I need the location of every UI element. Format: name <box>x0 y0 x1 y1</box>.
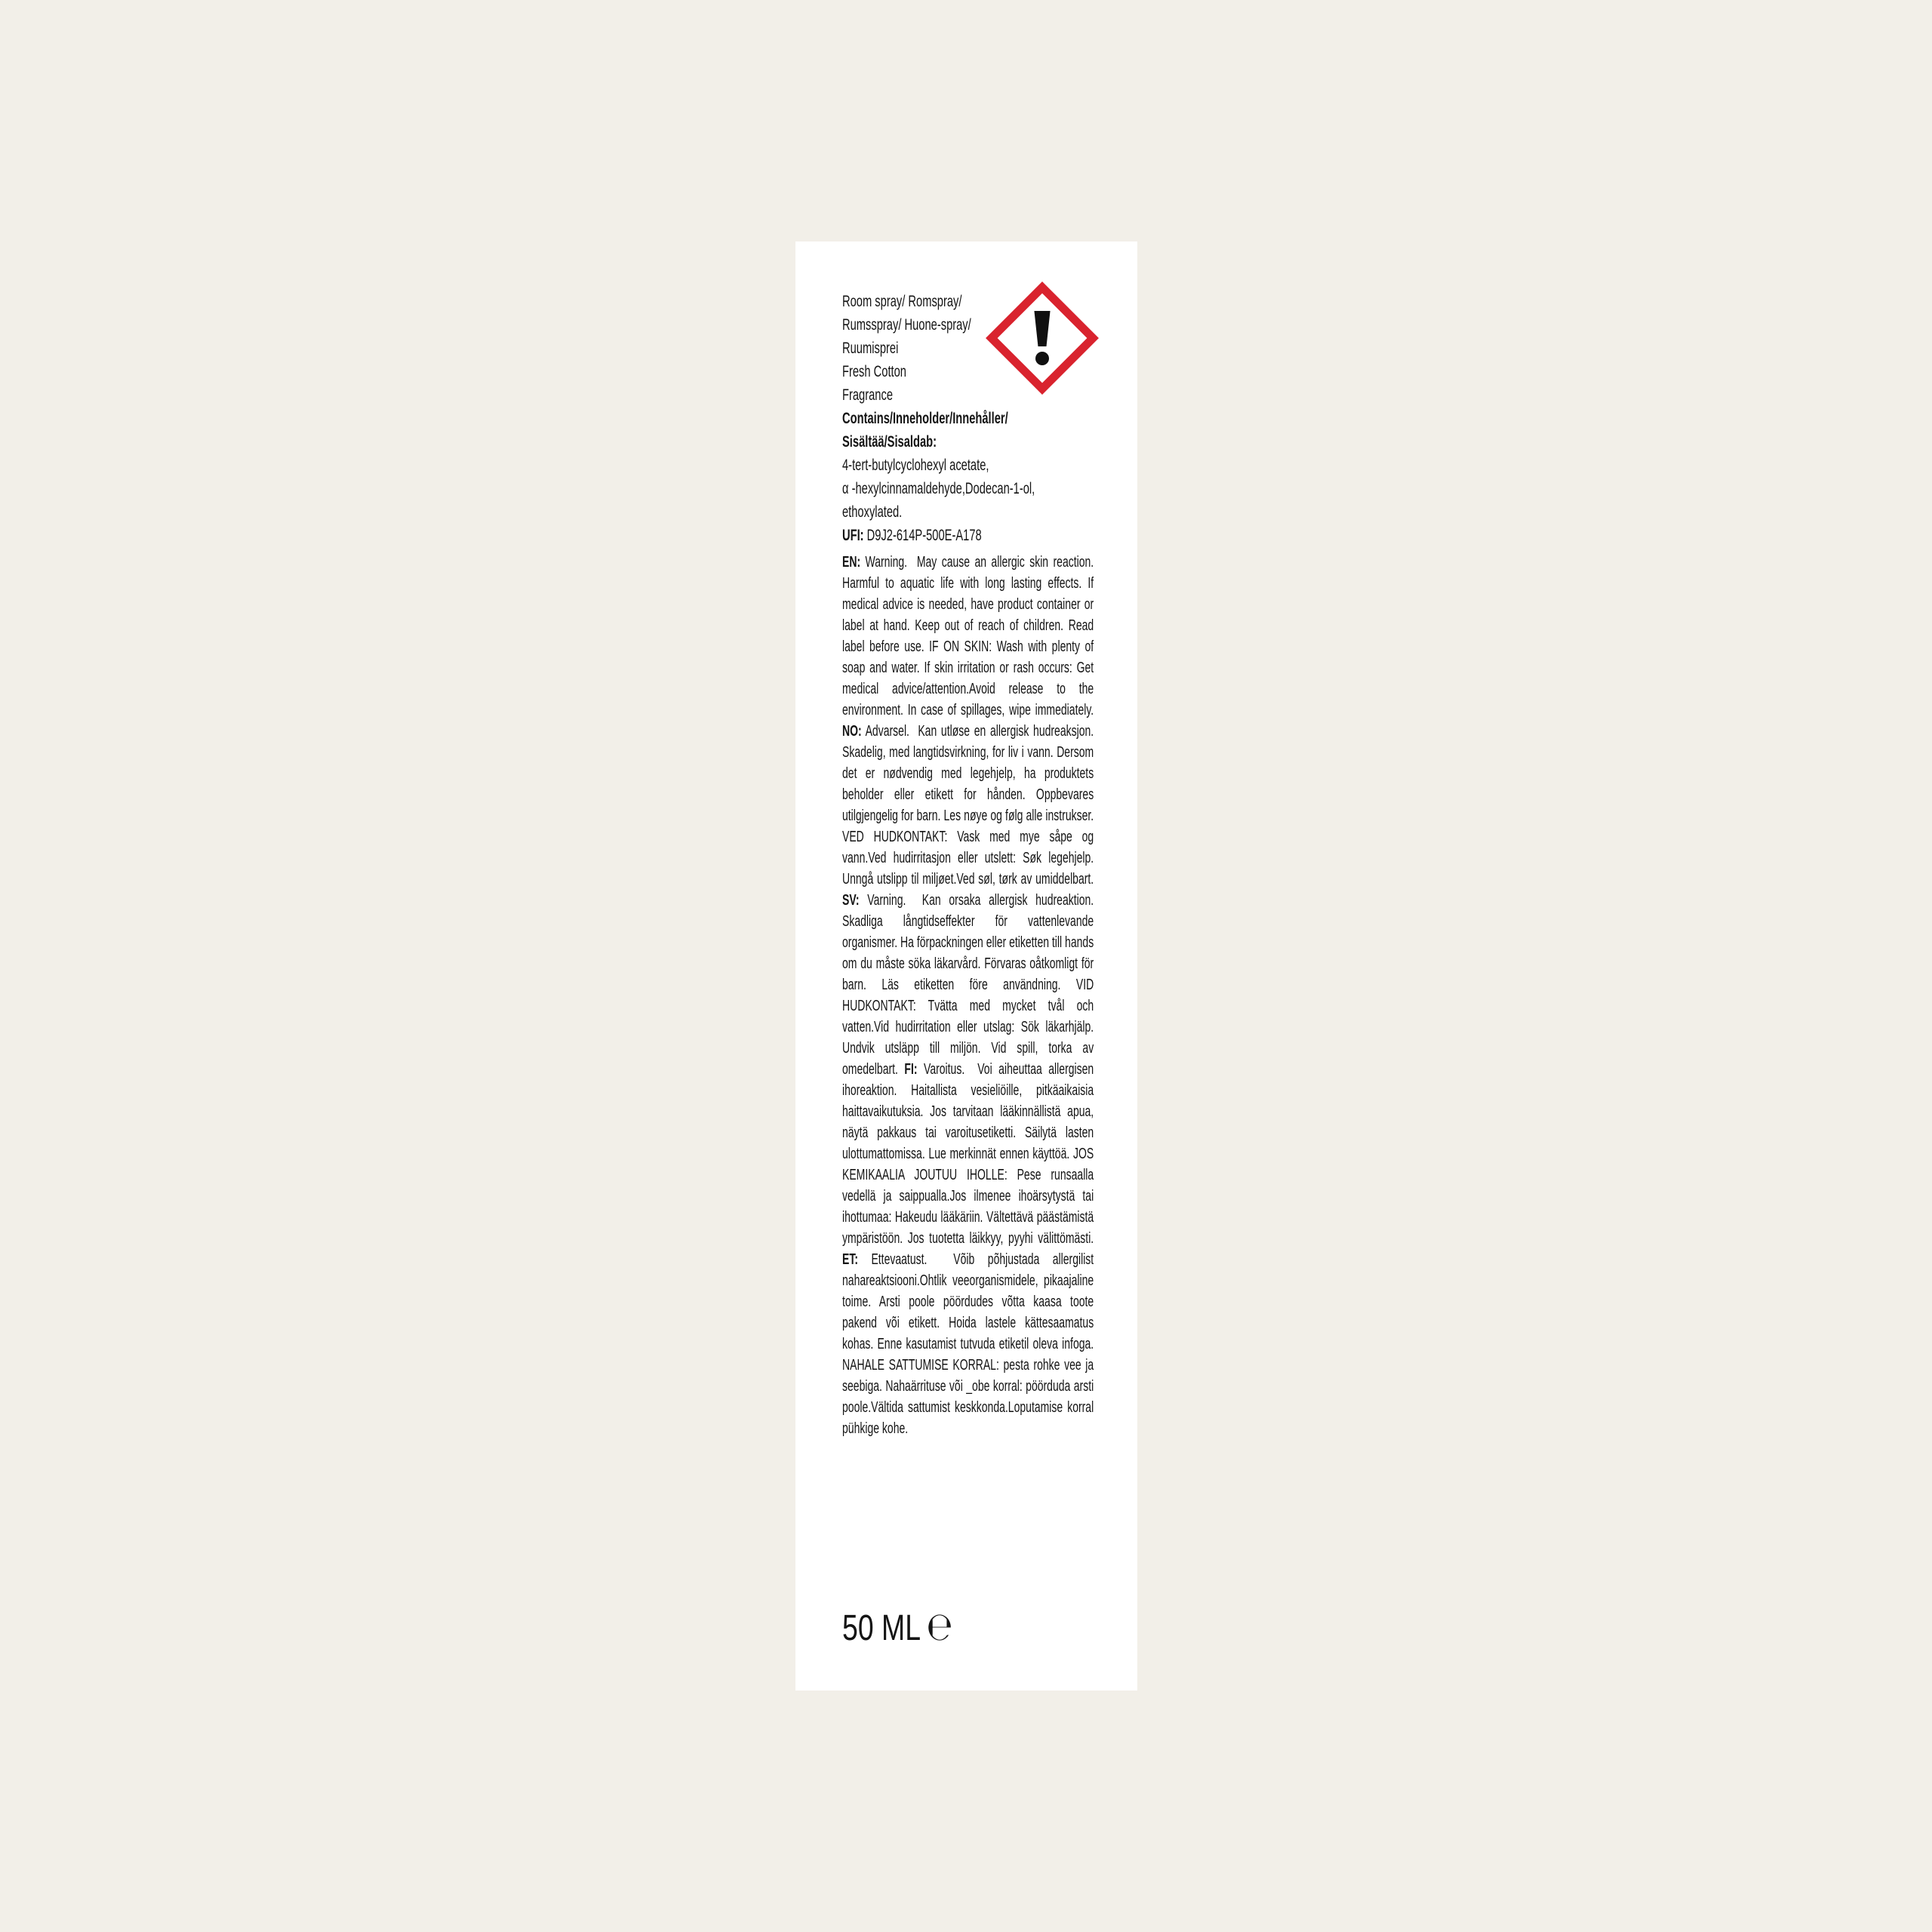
product-label <box>795 242 1137 1690</box>
scent-name: Fresh Cotton <box>842 363 906 380</box>
product-name-line: Room spray/ Romspray/ <box>842 293 962 310</box>
warnings-paragraph: EN: Warning. May cause an allergic skin reaction. Harmful to aquatic life with long lasting effects. If medical advice is needed, have product container or label at hand. Keep out of reach of children. Read label before use. IF ON SKIN: Wash with plenty of soap and water. If skin irritation or rash occurs: Get medical advice/attention.Avoid release to the environment. In case of spillages, wipe immediately. NO: Advarsel. Kan utløse en allergisk hudreaksjon. Skadelig, med langtidsvirkning, for liv i vann. Dersom det er nødvendig med legehjelp, ha produktets beholder eller etikett for hånden. Oppbevares utilgjengelig for barn. Les nøye og følg alle instrukser. VED HUDKONTAKT: Vask med mye såpe og vann.Ved hudirritasjon eller utslett: Søk legehjelp. Unngå utslipp til miljøet.Ved søl, tørk av umiddelbart. SV: Varning. Kan orsaka allergisk hudreaktion. Skadliga långtidseffekter för vattenlevande organismer. Ha förpackningen eller etiketten till hands om du måste söka läkarvård. Förvaras oåtkomligt för barn. Läs etiketten före användning. VID HUDKONTAKT: Tvätta med mycket tvål och vatten.Vid hudirritation eller utslag: Sök läkarhjälp. Undvik utsläpp till miljön. Vid spill, torka av omedelbart. FI: Varoitus. Voi aiheuttaa allergisen ihoreaktion. Haitallista vesieliöille, pitkäaikaisia haittavaikutuksia. Jos tarvitaan lääkinnällistä apua, näytä pakkaus tai varoitusetiketti. Säilytä lasten ulottumattomissa. Lue merkinnät ennen käyttöä. JOS KEMIKAALIA JOUTUU IHOLLE: Pese runsaalla vedellä ja saippualla.Jos ilmenee ihoärsytystä tai ihottumaa: Hakeudu lääkäriin. Vältettävä päästämistä ympäristöön. Jos tuotetta läikkyy, pyyhi välittömästi. ET: Ettevaatust. Võib põhjustada allergilist nahareaktsiooni.Ohtlik veeorganismidele, pikaajaline toime. Arsti poole pöördudes võtta kaasa toote pakend või etikett. Hoida lastele kättesaamatus kohas. Enne kasutamist tutvuda etiketil oleva infoga. NAHALE SATTUMISE KORRAL: pesta rohke vee ja seebiga. Nahaärrituse või _obe korral: pöörduda arsti poole.Vältida sattumist keskkonda.Loputamise korral pühkige kohe. <box>842 554 1094 1437</box>
scent-name: Fragrance <box>842 386 894 404</box>
ufi-line <box>842 524 1094 547</box>
label-text-column <box>842 290 1094 1439</box>
contains-heading: Contains/Inneholder/Innehåller/ <box>842 410 1008 427</box>
volume-statement <box>842 1604 953 1650</box>
ingredient-line: α -hexylcinnamaldehyde,Dodecan-1-ol, <box>842 480 1035 497</box>
volume-text: 50 ML <box>842 1608 921 1648</box>
contains-heading: Sisältää/Sisaldab: <box>842 433 937 451</box>
ingredient-line: ethoxylated. <box>842 503 903 521</box>
ingredient-line: 4-tert-butylcyclohexyl acetate, <box>842 457 989 474</box>
estimated-sign: ℮ <box>926 1604 953 1650</box>
ufi-label: UFI: <box>842 527 864 544</box>
ufi-value: D9J2-614P-500E-A178 <box>866 527 982 544</box>
product-name-line: Rumsspray/ Huone-spray/ <box>842 316 971 334</box>
product-name-line: Ruumisprei <box>842 340 899 357</box>
